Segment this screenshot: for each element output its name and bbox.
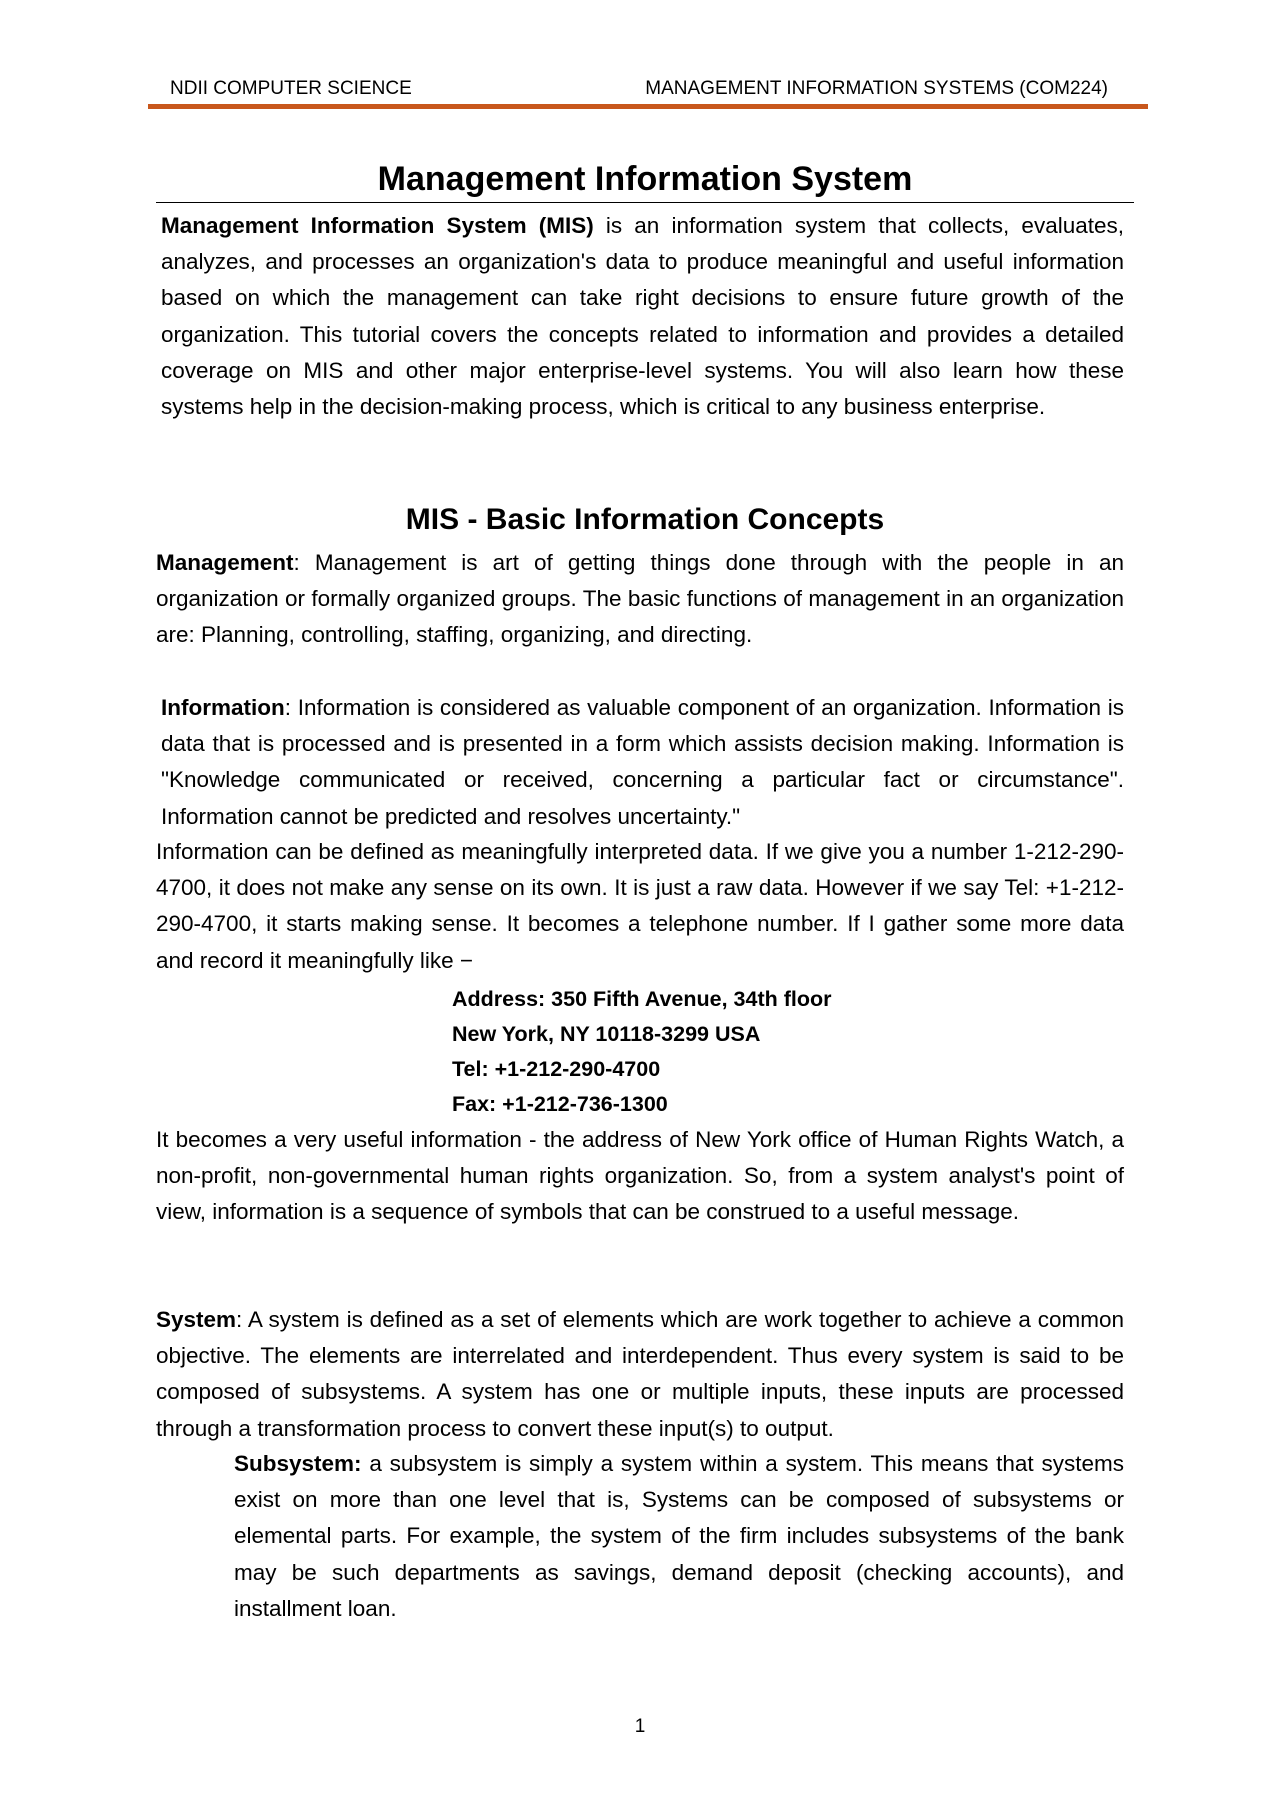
address-city: New York, NY 10118-3299 USA <box>452 1022 761 1046</box>
subsystem-text: a subsystem is simply a system within a system. This means that systems exist on more than one level that is, Systems can be composed of subsystems or elemental parts. For example, the system of the firm includes subsystems of the bank may be such departments as savings, demand deposit (checking accounts), and installment loan. <box>234 1451 1124 1621</box>
information-conclusion-paragraph: It becomes a very useful information - the address of New York office of Human Rights Watch, a non-profit, non-governmental human rights organization. So, from a system analyst's point of view, information is a sequence of symbols that can be construed to a useful message. <box>156 1127 1124 1225</box>
system-term: System <box>156 1307 237 1332</box>
subsystem-paragraph <box>234 1446 1124 1627</box>
information-text: : Information is considered as valuable component of an organization. Information is data that is processed and is presented in a form which assists decision making. Information is "Knowledge communicated or received, concerning a particular fact or circumstance". Information cannot be predicted and resolves uncertainty." <box>161 695 1124 829</box>
header-rule <box>148 104 1148 109</box>
intro-paragraph <box>161 208 1124 425</box>
section-title: MIS - Basic Information Concepts <box>405 503 885 536</box>
page-header <box>148 76 1148 106</box>
address-line: Address: 350 Fifth Avenue, 34th floor <box>452 987 832 1011</box>
system-paragraph <box>156 1302 1124 1447</box>
address-tel: Tel: +1-212-290-4700 <box>452 1057 661 1081</box>
address-fax: Fax: +1-212-736-1300 <box>452 1092 668 1116</box>
header-course-title: MANAGEMENT INFORMATION SYSTEMS (COM224) <box>645 78 1108 99</box>
header-course-level: NDII COMPUTER SCIENCE <box>170 78 412 99</box>
intro-term: Management Information System (MIS) <box>161 213 594 238</box>
intro-text: is an information system that collects, evaluates, analyzes, and processes an organization's data to produce meaningful and useful information based on which the management can take right decisions to ensure future growth of the organization. This tutorial covers the concepts related to information and provides a detailed coverage on MIS and other major enterprise-level systems. You will also learn how these systems help in the decision-making process, which is critical to any business enterprise. <box>161 213 1124 420</box>
information-paragraph <box>161 690 1124 835</box>
page-title: Management Information System <box>156 158 1134 203</box>
information-example-paragraph: Information can be defined as meaningfully interpreted data. If we give you a number 1-212-290-4700, it does not make any sense on its own. It is just a raw data. However if we say Tel: +1-212-290-4700, it starts making sense. It becomes a telephone number. If I gather some more data and record it meaningfully like − <box>156 839 1124 973</box>
page-number: 1 <box>634 1716 646 1737</box>
address-block <box>452 982 832 1122</box>
system-text: : A system is defined as a set of elements which are work together to achieve a common objective. The elements are interrelated and interdependent. Thus every system is said to be composed of subsystems. A system has one or multiple inputs, these inputs are processed through a transformation process to convert these input(s) to output. <box>156 1307 1124 1441</box>
management-term: Management <box>156 550 294 575</box>
management-text: : Management is art of getting things done through with the people in an organization or formally organized groups. The basic functions of management in an organization are: Planning, controlling, staffing, organizing, and directing. <box>156 550 1124 648</box>
information-term: Information <box>161 695 285 720</box>
subsystem-term: Subsystem: <box>234 1451 362 1476</box>
management-paragraph <box>156 545 1124 654</box>
